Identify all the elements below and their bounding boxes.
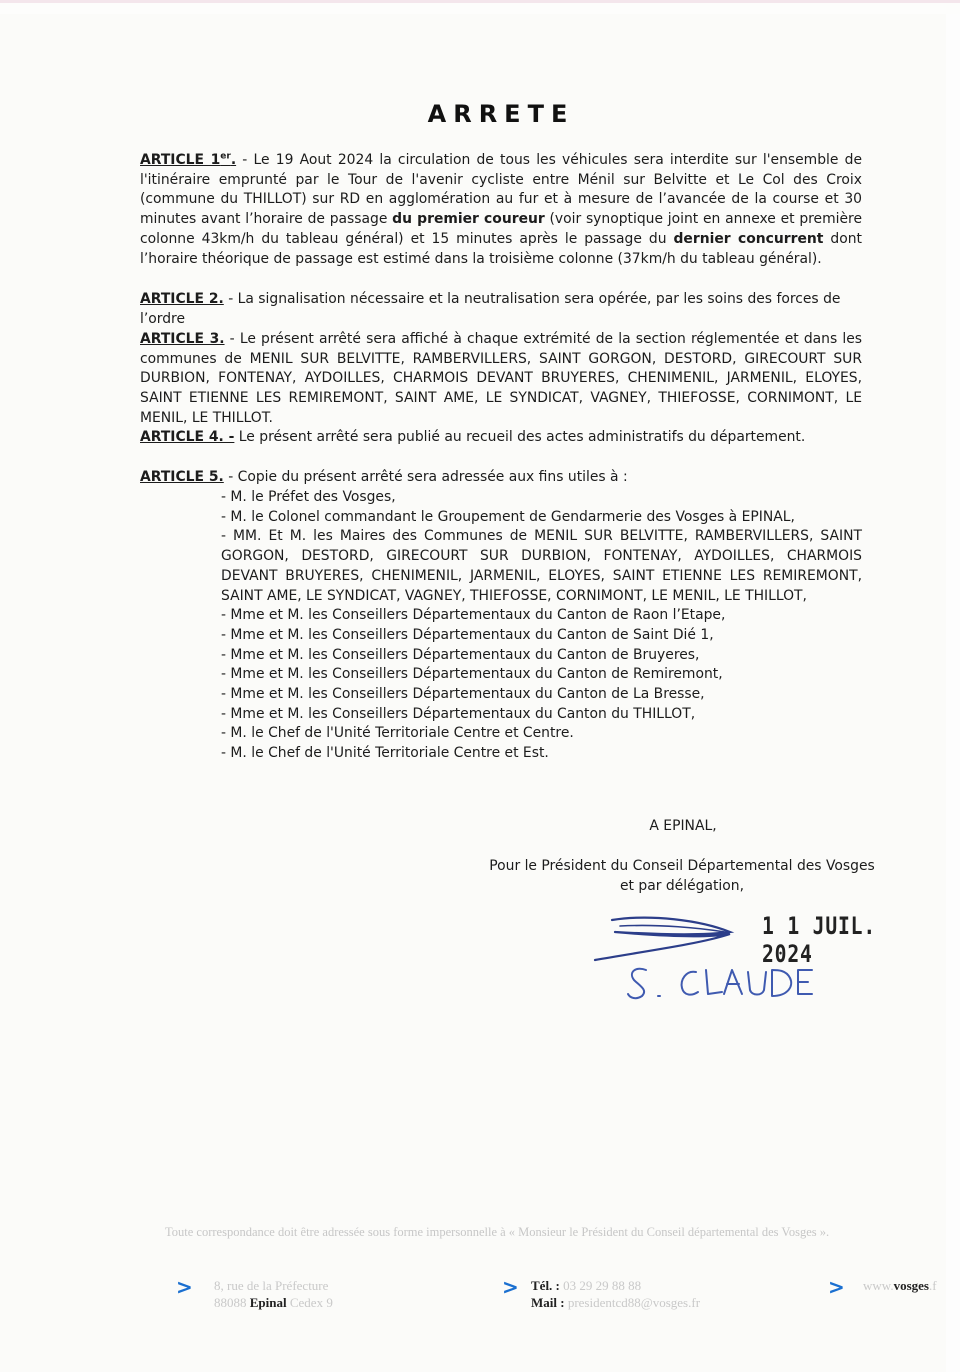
article-1-sep: -: [236, 152, 254, 168]
recipient-list: [221, 488, 862, 764]
recipient-item: - M. le Préfet des Vosges,: [221, 489, 396, 505]
page-edge: [946, 14, 960, 1372]
article-1-label: ARTICLE 1er.: [140, 151, 237, 168]
recipient-item: - Mme et M. les Conseillers Départementaux du Canton de Saint Dié 1,: [221, 626, 714, 643]
date-stamp: 1 1 JUIL. 2024: [762, 912, 877, 968]
arrow-icon: >: [176, 1275, 193, 1299]
article-1: [140, 151, 862, 269]
article-5: [140, 468, 862, 488]
contact-tel: Tél. : 03 29 29 88 88: [531, 1278, 642, 1293]
signature-line-1: Pour le Président du Conseil Départemental des Vosges: [489, 858, 875, 874]
article-3: [140, 330, 862, 429]
article-2-text: - La signalisation nécessaire et la neutralisation sera opérée, par les soins des forces de l’ordre: [140, 291, 841, 327]
recipient-item: - Mme et M. les Conseillers Départementaux du Canton de Remiremont,: [221, 666, 723, 683]
article-4: [140, 428, 862, 448]
article-1-bold-last-rider: dernier concurrent: [673, 230, 824, 247]
address-line: 8, rue de la Préfecture: [214, 1278, 329, 1293]
handwritten-name: [624, 962, 814, 1008]
article-5-label: ARTICLE 5.: [140, 469, 224, 485]
mail-link[interactable]: presidentcd88@vosges.fr: [567, 1295, 701, 1310]
recipient-item: - Mme et M. les Conseillers Départementaux du Canton de Raon l’Etape,: [221, 607, 726, 624]
article-4-text: Le présent arrêté sera publié au recueil des actes administratifs du département.: [234, 429, 806, 445]
contact-mail: Mail : presidentcd88@vosges.fr: [531, 1295, 701, 1310]
recipient-item: - Mme et M. les Conseillers Départementaux du Canton de La Bresse,: [221, 686, 705, 703]
article-1-text-a: Le 19 Aout 2024 la circulation de tous les véhicules sera interdite sur l'ensemble de l'itinéraire emprunté par le Tour de l'avenir cycliste entre Ménil sur Belvitte et Le Col des Croix (commune du THILLOT) sur RD en agglomération au fur et à mesure de l’avancée de la course et 30 minutes avant l’horaire de passage: [140, 152, 862, 228]
recipient-item: - Mme et M. les Conseillers Départementaux du Canton du THILLOT,: [221, 705, 696, 722]
signature-line-2: et par délégation,: [620, 878, 744, 894]
signature-scribble: [590, 906, 740, 966]
recipient-item: - MM. Et M. les Maires des Communes de MENIL SUR BELVITTE, RAMBERVILLERS, SAINT GORGON, DESTORD, GIRECOURT SUR DURBION, FONTENAY, AYDOILLES, CHARMOIS DEVANT BRUYERES, CHENIMENIL, JARMENIL, ELOYES, SAINT ETIENNE LES REMIREMONT, SAINT AME, LE SYNDICAT, VAGNEY, THIEFOSSE, CORNIMONT, LE MENIL, LE THILLOT,: [221, 528, 862, 604]
footer-address: [214, 1277, 333, 1311]
arrow-icon: >: [828, 1275, 845, 1299]
article-2-label: ARTICLE 2.: [140, 291, 224, 307]
recipient-item: - M. le Chef de l'Unité Territoriale Centre et Centre.: [221, 725, 574, 742]
article-4-label: ARTICLE 4. -: [140, 429, 235, 445]
article-1-text-b: (voir synoptique joint en annexe et première colonne 43km/h du tableau général) et 15 minutes après le passage du: [140, 211, 862, 247]
article-1-bold-first-rider: du premier coureur: [392, 211, 545, 228]
address-city-line: 88088 Epinal Cedex 9: [214, 1295, 333, 1310]
arrow-icon: >: [502, 1275, 519, 1299]
article-3-text: - Le présent arrêté sera affiché à chaque extrémité de la section réglementée et dans les communes de MENIL SUR BELVITTE, RAMBERVILLERS, SAINT GORGON, DESTORD, GIRECOURT SUR DURBION, FONTENAY, AYDOILLES, CHARMOIS DEVANT BRUYERES, CHENIMENIL, JARMENIL, ELOYES, SAINT ETIENNE LES REMIREMONT, SAINT AME, LE SYNDICAT, VAGNEY, THIEFOSSE, CORNIMONT, LE MENIL, LE THILLOT.: [140, 331, 863, 426]
signature-place: A EPINAL,: [649, 818, 717, 834]
document-title: ARRETE: [427, 100, 575, 128]
article-2: [140, 290, 862, 329]
footer-website[interactable]: www.vosges.f: [863, 1278, 937, 1293]
article-1-text-c: dont l’horaire théorique de passage est estimé dans la troisième colonne (37km/h du tableau général).: [140, 230, 862, 267]
recipient-item: - M. le Chef de l'Unité Territoriale Centre et Est.: [221, 745, 549, 762]
footer-contact: [531, 1277, 700, 1311]
footer-note: Toute correspondance doit être adressée sous forme impersonnelle à « Monsieur le Président du Conseil départemental des Vosges ».: [165, 1225, 830, 1239]
recipient-item: - M. le Colonel commandant le Groupement de Gendarmerie des Vosges à EPINAL,: [221, 508, 795, 525]
top-border: [0, 0, 960, 3]
article-3-label: ARTICLE 3.: [140, 331, 225, 347]
recipient-item: - Mme et M. les Conseillers Départementaux du Canton de Bruyeres,: [221, 646, 700, 663]
article-5-text: - Copie du présent arrêté sera adressée aux fins utiles à :: [223, 469, 628, 485]
